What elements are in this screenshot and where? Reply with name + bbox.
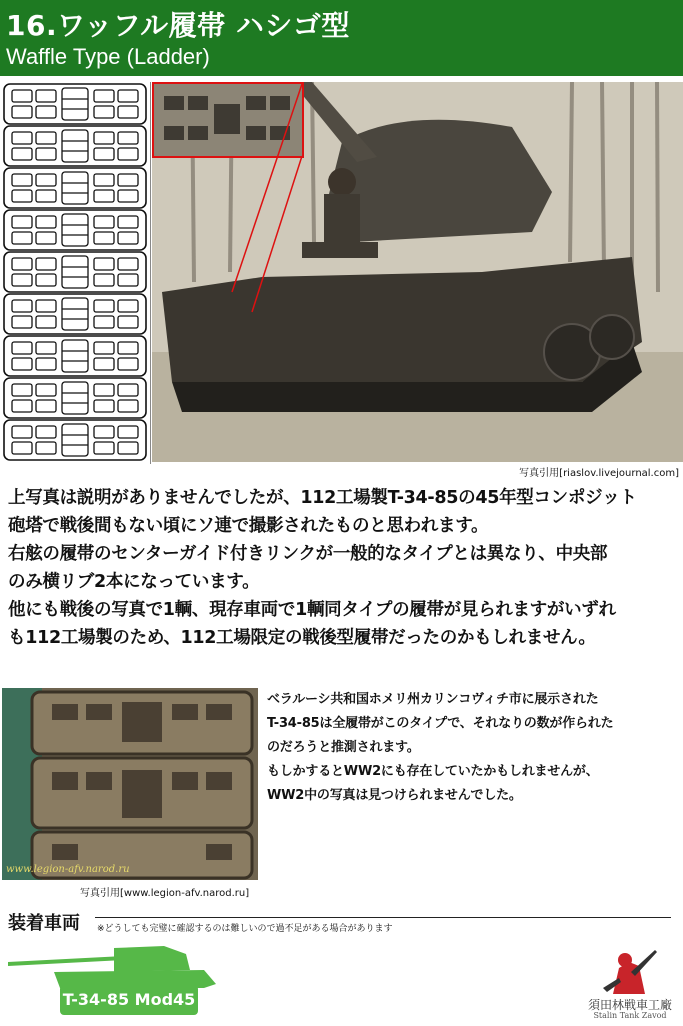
track-photo-credit: 写真引用[www.legion-afv.narod.ru] [80, 888, 250, 899]
divider [95, 917, 671, 918]
logo-name-jp: 須田林戦車工廠 [587, 998, 672, 1012]
side-text-line: WW2中の写真は見つけられませんでした。 [267, 788, 522, 803]
main-text-line: も112工場製のため、112工場限定の戦後型履帯だったのかもしれません。 [8, 628, 596, 648]
main-text-line: 他にも戦後の写真で1輌、現存車両で1輌同タイプの履帯が見られますがいずれ [8, 600, 616, 620]
header-banner [0, 0, 683, 76]
side-text-line: ベラルーシ共和国ホメリ州カリンコヴィチ市に展示された [267, 692, 599, 707]
side-text-line: T-34-85は全履帯がこのタイプで、それなりの数が作られた [267, 716, 614, 731]
logo-name-en: Stalin Tank Zavod [593, 1011, 667, 1020]
track-link-diagram [0, 82, 151, 464]
vehicle-badge: T-34-85 Mod45 [60, 985, 198, 1015]
page-subtitle: Waffle Type (Ladder) [6, 44, 210, 69]
tank-photo [152, 82, 683, 462]
side-text-line: のだろうと推測されます。 [267, 740, 420, 755]
main-text-line: 砲塔で戦後間もない頃にソ連で撮影されたものと思われます。 [8, 516, 489, 536]
photo-credit: 写真引用[riaslov.livejournal.com] [519, 468, 679, 479]
side-text-line: もしかするとWW2にも存在していたかもしれませんが、 [267, 764, 599, 779]
page-title: 16.ワッフル履帯 ハシゴ型 [6, 9, 350, 42]
main-text-line: のみ横リブ2本になっています。 [8, 572, 260, 592]
photo-watermark: www.legion-afv.narod.ru [6, 864, 130, 875]
main-text-line: 上写真は説明がありませんでしたが、112工場製T-34-85の45年型コンポジット [8, 488, 637, 508]
equipment-heading: 装着車両 [8, 913, 80, 934]
track-closeup-photo [2, 688, 258, 880]
equipment-note: ※どうしても完璧に確認するのは難しいので過不足がある場合があります [97, 924, 393, 934]
main-text-line: 右舷の履帯のセンターガイド付きリンクが一般的なタイプとは異なり、中央部 [8, 544, 608, 564]
side-description [267, 688, 679, 808]
main-description [8, 484, 680, 652]
